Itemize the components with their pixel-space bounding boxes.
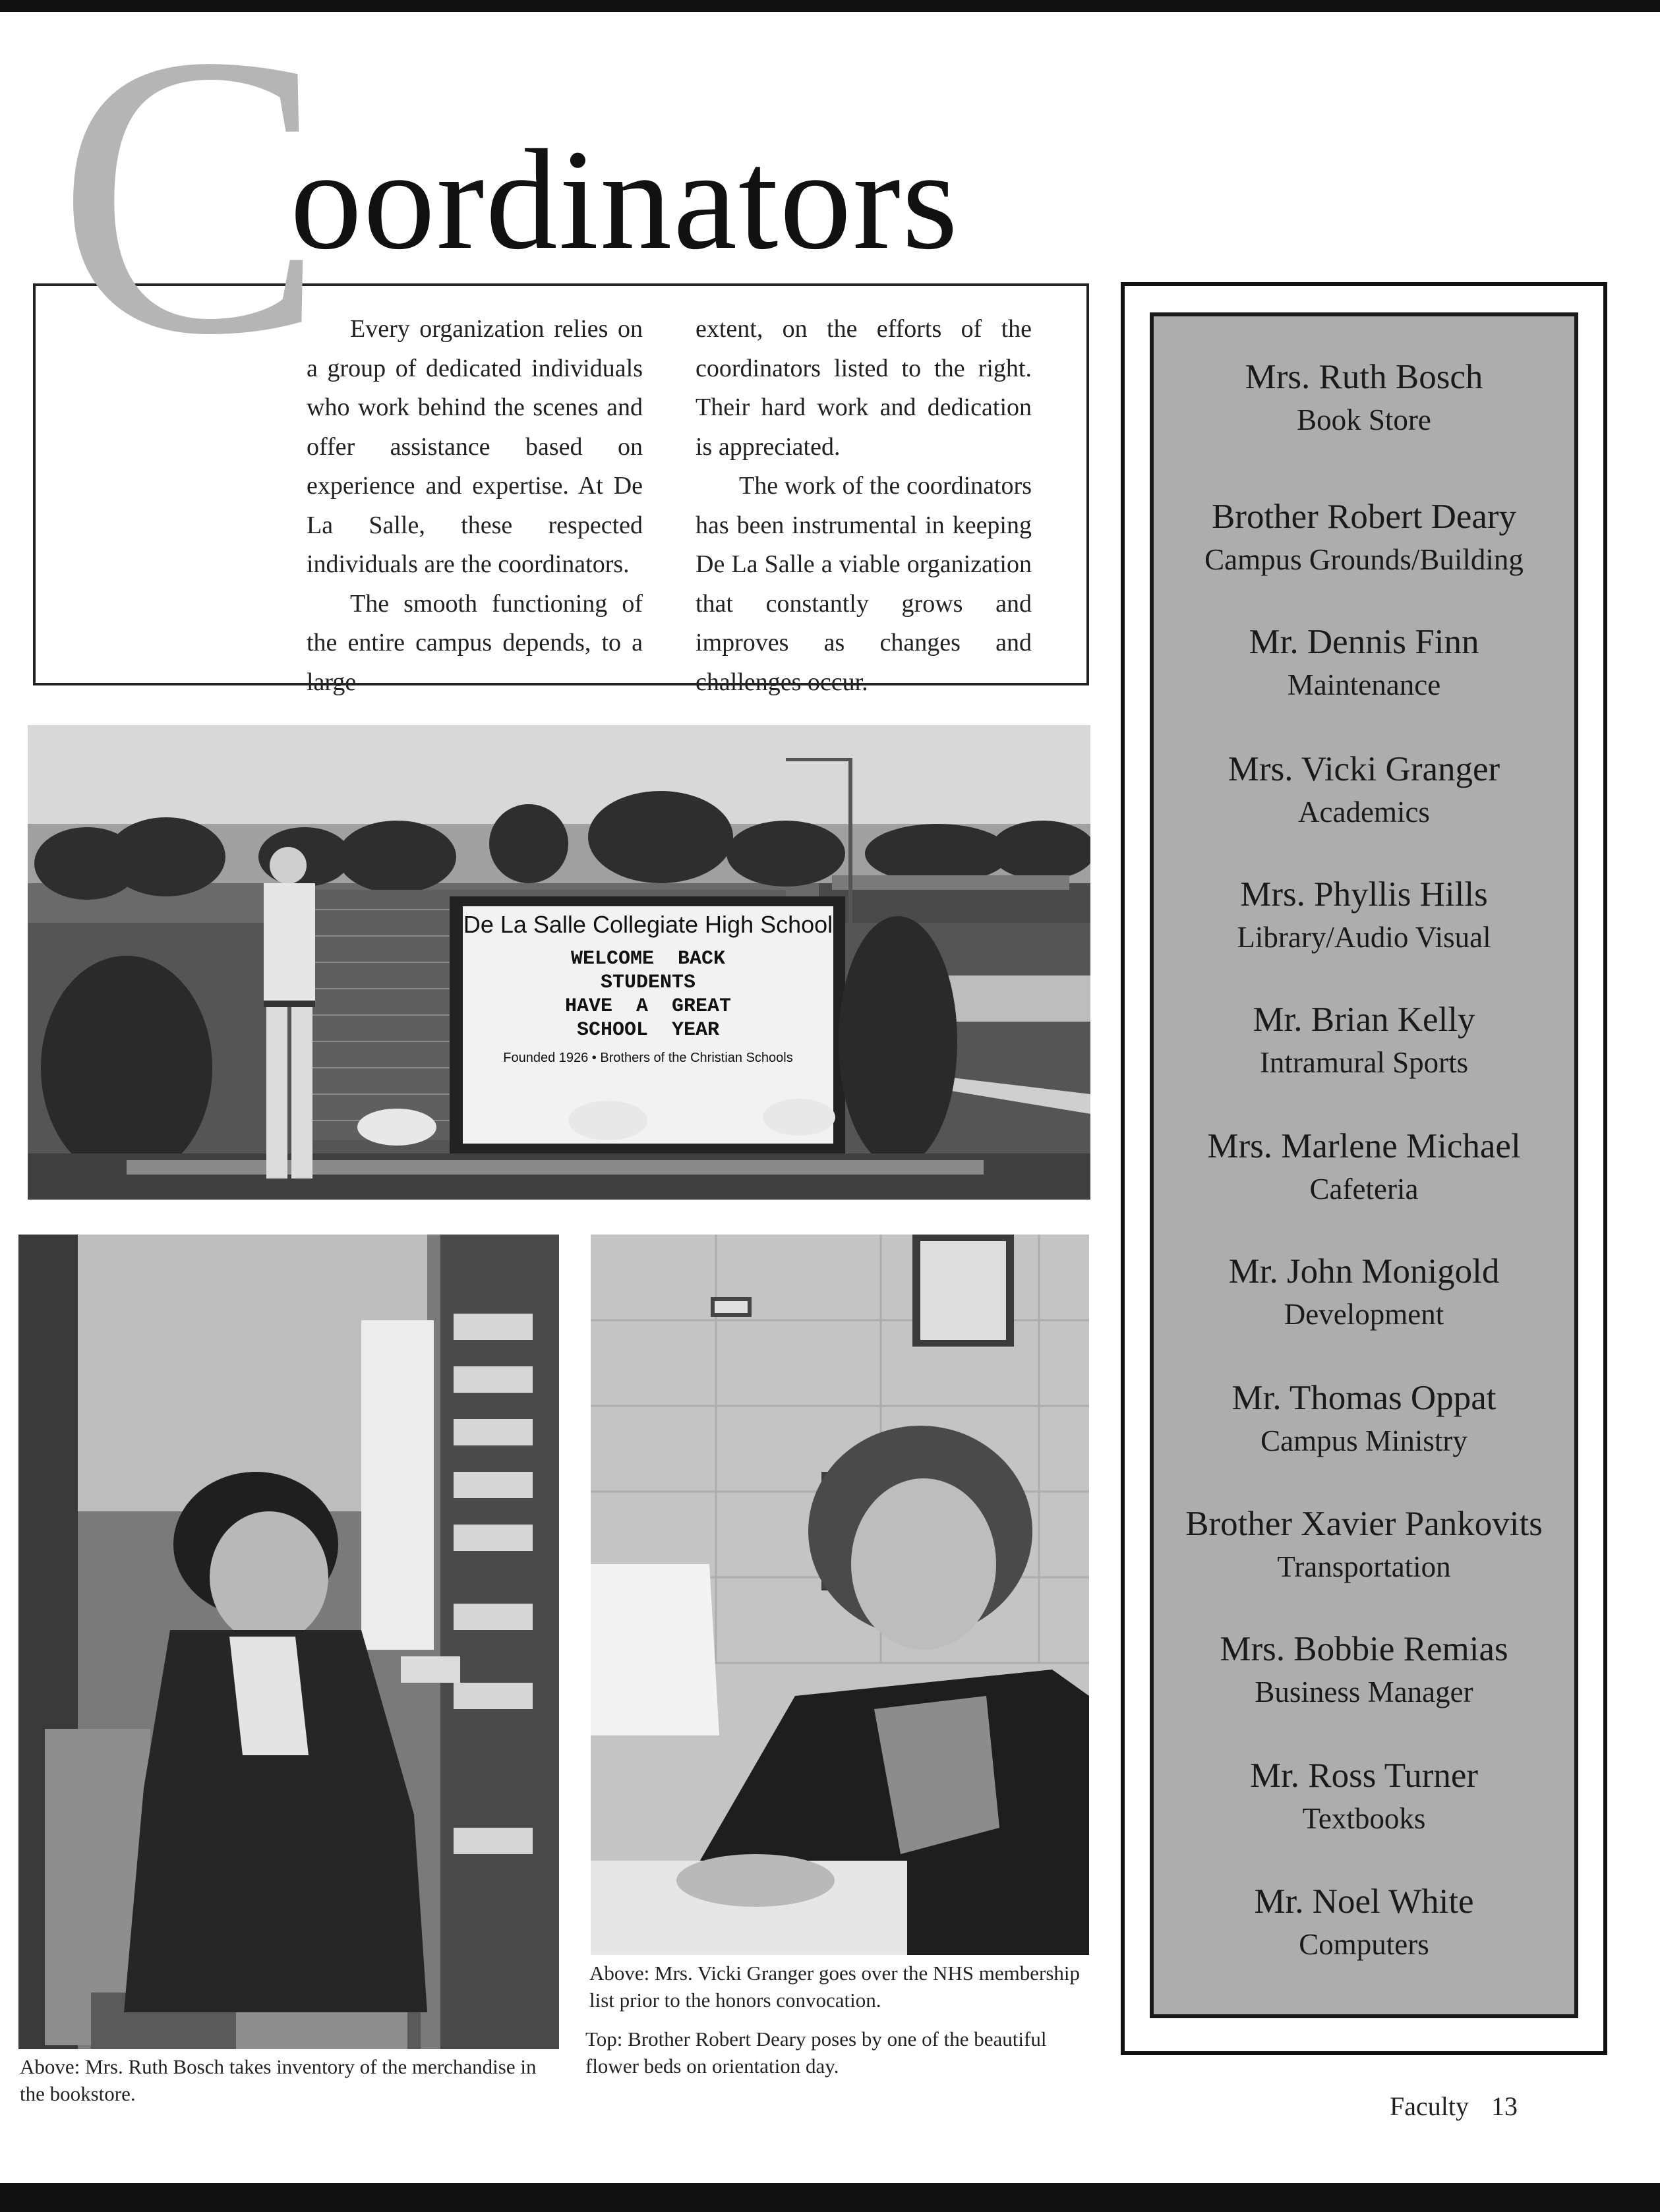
- intro-paragraph-4: The work of the coordinators has been instrumental in keeping De La Salle a viable organization that constantly grows and improves as changes and challenges occur.: [696, 472, 1032, 696]
- coordinator-entry: [1150, 1503, 1578, 1588]
- coordinator-entry: [1150, 356, 1578, 442]
- coordinator-name: Mrs. Phyllis Hills: [1240, 875, 1488, 914]
- coordinator-name: Mrs. Bobbie Remias: [1220, 1630, 1508, 1668]
- coordinator-name: Brother Robert Deary: [1211, 498, 1517, 536]
- coordinator-name: Brother Xavier Pankovits: [1185, 1505, 1543, 1543]
- sign-school-name: De La Salle Collegiate High School: [463, 911, 833, 938]
- coordinator-role: Campus Ministry: [1260, 1424, 1467, 1457]
- scan-bottom-border: [0, 2183, 1660, 2212]
- coordinator-role: Textbooks: [1302, 1802, 1426, 1835]
- coordinator-entry: [1150, 1377, 1578, 1463]
- sign-footer: Founded 1926 • Brothers of the Christian Schools: [503, 1051, 793, 1065]
- coordinator-role: Maintenance: [1287, 668, 1441, 701]
- intro-column-right: [696, 310, 1032, 702]
- intro-paragraph-1: Every organization relies on a group of dedicated individuals who work behind the scenes and offer assistance based on experience and expertise. At De La Salle, these respected individuals are the coordinators.: [307, 315, 643, 578]
- coordinator-name: Mr. John Monigold: [1228, 1252, 1500, 1291]
- sign-line-3: HAVE A GREAT: [564, 995, 732, 1018]
- coordinator-entry: [1150, 1125, 1578, 1211]
- coordinator-role: Book Store: [1297, 403, 1431, 436]
- coordinator-name: Mr. Brian Kelly: [1253, 1001, 1475, 1039]
- coordinator-role: Library/Audio Visual: [1237, 921, 1491, 954]
- heading-drop-cap: C: [57, 0, 325, 417]
- coordinator-role: Campus Grounds/Building: [1204, 543, 1524, 576]
- sign-line-1: WELCOME BACK: [570, 948, 726, 970]
- sign-line-4: SCHOOL YEAR: [576, 1019, 720, 1041]
- coordinator-name: Mrs. Ruth Bosch: [1245, 358, 1483, 396]
- coordinator-entry: [1150, 748, 1578, 834]
- coordinator-entry: [1150, 1755, 1578, 1840]
- intro-paragraph-3: extent, on the efforts of the coordinators listed to the right. Their hard work and dedication is appreciated.: [696, 315, 1032, 461]
- coordinator-role: Academics: [1298, 796, 1430, 829]
- coordinator-entry: [1150, 999, 1578, 1084]
- caption-bookstore: Above: Mrs. Ruth Bosch takes inventory of the merchandise in the bookstore.: [20, 2055, 537, 2105]
- coordinator-role: Intramural Sports: [1259, 1046, 1469, 1079]
- coordinator-entry: [1150, 496, 1578, 581]
- coordinator-name: Mr. Ross Turner: [1249, 1757, 1479, 1795]
- coordinator-name: Mr. Dennis Finn: [1249, 623, 1479, 661]
- caption-deary: Top: Brother Robert Deary poses by one of the beautiful flower beds on orientation day.: [585, 2027, 1047, 2078]
- coordinator-name: Mrs. Vicki Granger: [1228, 750, 1500, 788]
- page-folio: [1390, 2091, 1518, 2122]
- coordinator-name: Mrs. Marlene Michael: [1207, 1127, 1521, 1165]
- coordinator-role: Business Manager: [1255, 1675, 1473, 1708]
- coordinator-entry: [1150, 621, 1578, 707]
- coordinator-name: Mr. Noel White: [1254, 1882, 1474, 1921]
- photo-school-sign: [28, 725, 1090, 1200]
- intro-paragraph-2: The smooth functioning of the entire campus depends, to a large: [307, 589, 643, 696]
- coordinator-name: Mr. Thomas Oppat: [1231, 1379, 1497, 1417]
- page-number: 13: [1491, 2091, 1518, 2121]
- coordinator-role: Transportation: [1277, 1550, 1451, 1583]
- coordinator-role: Cafeteria: [1309, 1173, 1419, 1206]
- photo-bookstore: [18, 1235, 559, 2049]
- caption-granger: Above: Mrs. Vicki Granger goes over the NHS membership list prior to the honors convocation.: [589, 1962, 1080, 2012]
- intro-column-left: [307, 310, 643, 702]
- coordinator-entry: [1150, 1250, 1578, 1336]
- coordinator-role: Development: [1284, 1298, 1444, 1331]
- coordinator-entry: [1150, 873, 1578, 959]
- sign-line-2: STUDENTS: [600, 972, 696, 994]
- folio-section: Faculty: [1390, 2091, 1469, 2121]
- photo-office: [591, 1235, 1089, 1955]
- page-title: oordinators: [290, 121, 959, 279]
- coordinator-role: Computers: [1299, 1928, 1429, 1961]
- coordinator-entry: [1150, 1880, 1578, 1966]
- coordinator-entry: [1150, 1628, 1578, 1714]
